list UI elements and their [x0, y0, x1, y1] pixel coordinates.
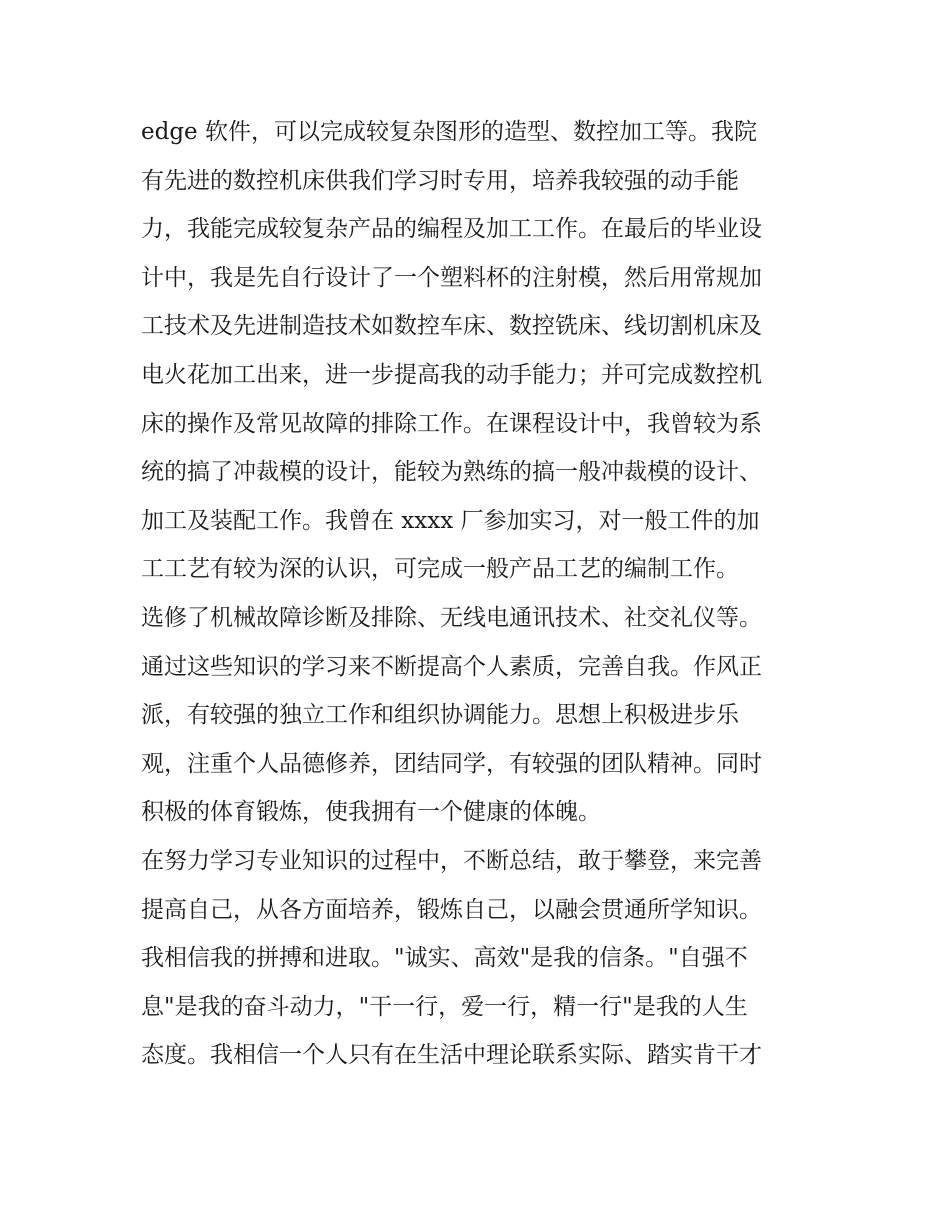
text-line: 有先进的数控机床供我们学习时专用，培养我较强的动手能 [141, 167, 739, 194]
text-line: 选修了机械故障诊断及排除、无线电通讯技术、社交礼仪等。 [141, 604, 762, 631]
text-line: 计中，我是先自行设计了一个塑料杯的注射模，然后用常规加 [141, 264, 762, 291]
text-line: 电火花加工出来，进一步提高我的动手能力；并可完成数控机 [141, 361, 762, 388]
text-line: 观，注重个人品德修养，团结同学，有较强的团队精神。同时 [141, 750, 762, 777]
text-line: 加工及装配工作。我曾在 xxxx 厂参加实习，对一般工件的加 [141, 507, 760, 534]
text-line: 态度。我相信一个人只有在生活中理论联系实际、踏实肯干才 [141, 1042, 762, 1069]
text-line: 统的搞了冲裁模的设计，能较为熟练的搞一般冲裁模的设计、 [141, 459, 762, 486]
text-line: 提高自己，从各方面培养，锻炼自己，以融会贯通所学知识。 [141, 896, 762, 923]
text-line: 力，我能完成较复杂产品的编程及加工工作。在最后的毕业设 [141, 216, 762, 243]
text-line: 派，有较强的独立工作和组织协调能力。思想上积极进步乐 [141, 702, 739, 729]
text-line: 通过这些知识的学习来不断提高个人素质，完善自我。作风正 [141, 653, 762, 680]
body-text [141, 108, 821, 1080]
text-line: 我相信我的拼搏和进取。"诚实、高效"是我的信条。"自强不 [141, 945, 748, 972]
text-line: 床的操作及常见故障的排除工作。在课程设计中，我曾较为系 [141, 410, 762, 437]
text-line: edge 软件，可以完成较复杂图形的造型、数控加工等。我院 [141, 119, 757, 145]
text-line: 息"是我的奋斗动力，"干一行，爱一行，精一行"是我的人生 [141, 993, 748, 1020]
text-line: 工工艺有较为深的认识，可完成一般产品工艺的编制工作。 [141, 556, 739, 583]
text-line: 在努力学习专业知识的过程中，不断总结，敢于攀登，来完善 [141, 847, 762, 874]
text-line: 工技术及先进制造技术如数控车床、数控铣床、线切割机床及 [141, 313, 762, 340]
text-line: 积极的体育锻炼，使我拥有一个健康的体魄。 [141, 799, 601, 826]
